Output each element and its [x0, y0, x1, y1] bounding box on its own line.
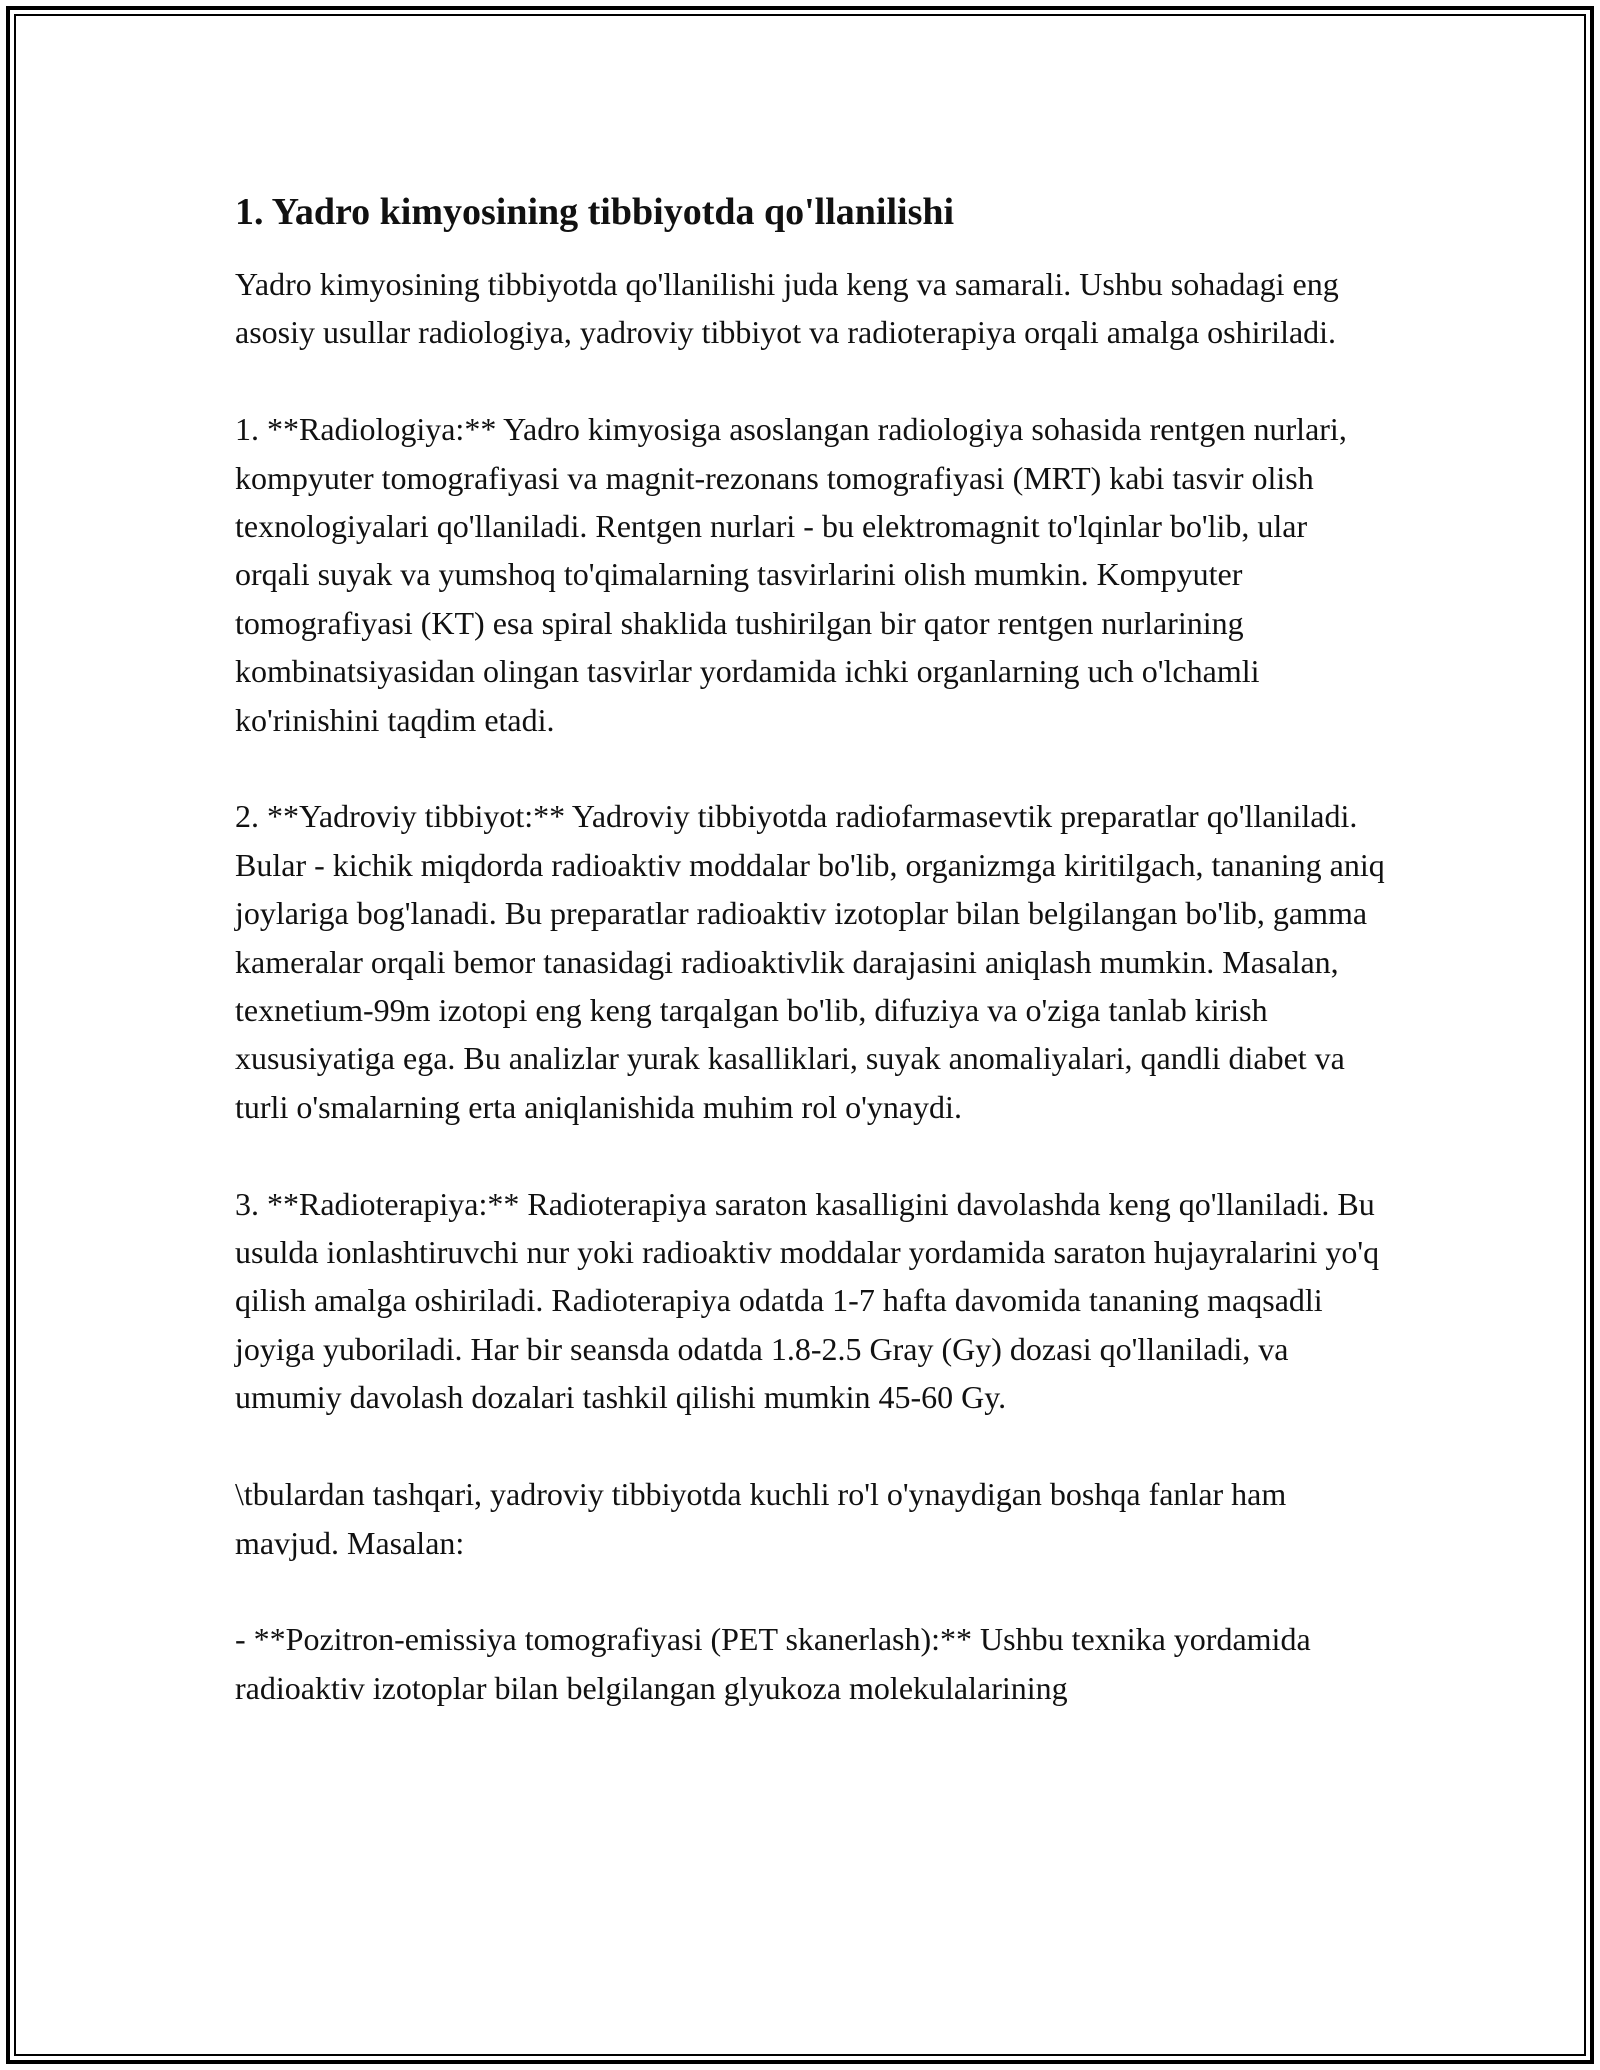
radiologiya-paragraph: 1. **Radiologiya:** Yadro kimyosiga asoslangan radiologiya sohasida rentgen nurlari, kompyuter tomografiyasi va magnit-rezonans tomografiyasi (MRT) kabi tasvir olish texnologiyalari qo'llaniladi. Rentgen nurlari - bu elektromagnit to'lqinlar bo'lib, ular orqali suyak va yumshoq to'qimalarning tasvirlarini olish mumkin. Kompyuter tomografiyasi (KT) esa spiral shaklida tushirilgan bir qator rentgen nurlarining kombinatsiyasidan olingan tasvirlar yordamida ichki organlarning uch o'lchamli ko'rinishini taqdim etadi. — [235, 411, 1347, 738]
other-fields-paragraph: \tbulardan tashqari, yadroviy tibbiyotda kuchli ro'l o'ynaydigan boshqa fanlar ham mavjud. Masalan: — [235, 1476, 1287, 1561]
pet-paragraph: - **Pozitron-emissiya tomografiyasi (PET skanerlash):** Ushbu texnika yordamida radioaktiv izotoplar bilan belgilangan glyukoza molekulalarining — [235, 1621, 1311, 1706]
document-body — [235, 186, 1385, 1761]
intro-paragraph: Yadro kimyosining tibbiyotda qo'llanilishi juda keng va samarali. Ushbu sohadagi eng asosiy usullar radiologiya, yadroviy tibbiyot va radioterapiya orqali amalga oshiriladi. — [235, 266, 1339, 351]
radioterapiya-paragraph: 3. **Radioterapiya:** Radioterapiya saraton kasalligini davolashda keng qo'llaniladi. Bu usulda ionlashtiruvchi nur yoki radioaktiv moddalar yordamida saraton hujayralarini yo'q qilish amalga oshiriladi. Radioterapiya odatda 1-7 hafta davomida tananing maqsadli joyiga yuboriladi. Har bir seansda odatda 1.8-2.5 Gray (Gy) dozasi qo'llaniladi, va umumiy davolash dozalari tashkil qilishi mumkin 45-60 Gy. — [235, 1185, 1380, 1416]
document-title: 1. Yadro kimyosining tibbiyotda qo'llanilishi — [235, 191, 955, 233]
yadroviy-tibbiyot-paragraph: 2. **Yadroviy tibbiyot:** Yadroviy tibbiyotda radiofarmasevtik preparatlar qo'llaniladi. Bular - kichik miqdorda radioaktiv moddalar bo'lib, organizmga kiritilgach, tananing aniq joylariga bog'lanadi. Bu preparatlar radioaktiv izotoplar bilan belgilangan bo'lib, gamma kameralar orqali bemor tanasidagi radioaktivlik darajasini aniqlash mumkin. Masalan, texnetium-99m izotopi eng keng tarqalgan bo'lib, difuziya va o'ziga tanlab kirish xususiyatiga ega. Bu analizlar yurak kasalliklari, suyak anomaliyalari, qandli diabet va turli o'smalarning erta aniqlanishida muhim rol o'ynaydi. — [235, 798, 1385, 1125]
